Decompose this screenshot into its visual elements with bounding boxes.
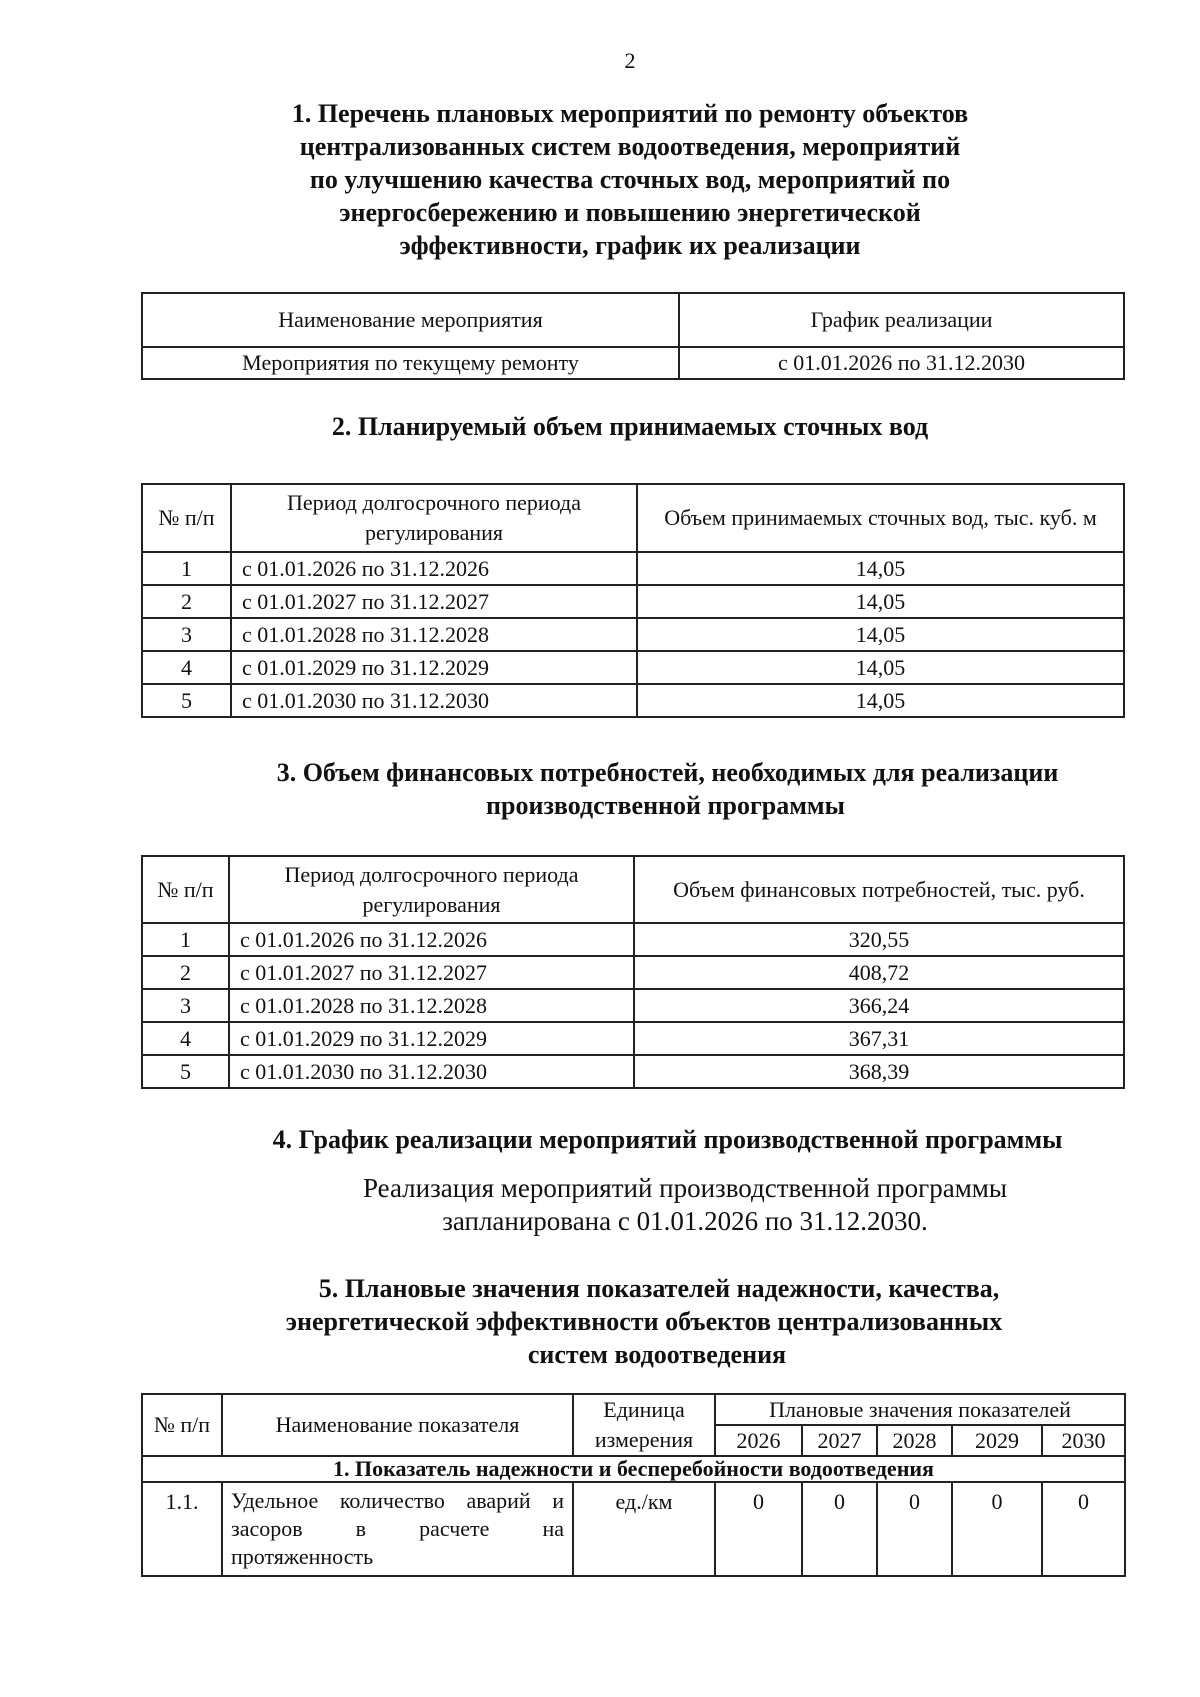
section4-title: 4. График реализации мероприятий производственной программы [272,1125,1063,1154]
year-header: 2026 [715,1425,802,1456]
measures-table [141,292,1125,380]
table-row [142,618,1124,651]
table-cell: Мероприятия по текущему ремонту [142,347,679,379]
table-header: Объем финансовых потребностей, тыс. руб. [634,856,1124,923]
table-cell: 4 [142,1022,229,1055]
title-line: 5. Плановые значения показателей надежности, качества, [318,1274,1000,1303]
table-cell: 368,39 [634,1055,1124,1088]
table-header: Период долгосрочного периода регулирования [229,856,634,923]
group-title: 1. Показатель надежности и бесперебойности водоотведения [142,1456,1125,1482]
table-cell: 408,72 [634,956,1124,989]
year-header: 2029 [952,1425,1042,1456]
table-cell: 2 [142,956,229,989]
title-line: 3. Объем финансовых потребностей, необходимых для реализации [276,758,1059,787]
table-cell: 3 [142,618,231,651]
title-line: энергетической эффективности объектов централизованных [285,1307,1003,1336]
table-cell: с 01.01.2026 по 31.12.2030 [679,347,1124,379]
table-cell: 0 [1042,1482,1125,1576]
title-line: производственной программы [486,791,845,820]
year-header: 2027 [802,1425,877,1456]
table-cell: 14,05 [637,684,1124,717]
table-row [142,956,1124,989]
table-header: Плановые значения показателей [715,1394,1125,1425]
text-line: Реализация мероприятий производственной программы [362,1173,1008,1203]
table-cell: 1 [142,923,229,956]
text-line: запланирована с 01.01.2026 по 31.12.2030. [442,1206,928,1236]
page-number: 2 [624,48,636,73]
indicator-name: Удельное количество аварий и засоров в расчете на протяженность [222,1482,573,1576]
title-line: эффективности, график их реализации [399,231,861,260]
table-cell: с 01.01.2030 по 31.12.2030 [231,684,637,717]
table-cell: 2 [142,585,231,618]
table-cell: 367,31 [634,1022,1124,1055]
table-cell: 14,05 [637,585,1124,618]
title-line: энергосбережению и повышению энергетической [339,198,921,227]
table-cell: с 01.01.2026 по 31.12.2026 [231,552,637,585]
table-header: № п/п [142,1394,222,1456]
table-header: № п/п [142,856,229,923]
indicators-table [141,1393,1126,1577]
table-cell: 14,05 [637,618,1124,651]
table-cell: 0 [715,1482,802,1576]
table-row [142,989,1124,1022]
wastewater-volume-table [141,483,1125,718]
title-line: централизованных систем водоотведения, мероприятий [299,132,961,161]
year-header: 2028 [877,1425,952,1456]
table-header: Объем принимаемых сточных вод, тыс. куб. м [637,484,1124,552]
title-line: систем водоотведения [527,1340,787,1369]
table-cell: 1 [142,552,231,585]
table-header: Наименование мероприятия [142,293,679,347]
table-row [142,1482,1125,1576]
table-cell: с 01.01.2030 по 31.12.2030 [229,1055,634,1088]
financial-needs-table [141,855,1125,1089]
table-row [142,923,1124,956]
table-cell: с 01.01.2026 по 31.12.2026 [229,923,634,956]
table-cell: 0 [802,1482,877,1576]
table-header: Период долгосрочного периода регулирования [231,484,637,552]
table-row [142,1055,1124,1088]
table-header: Единица измерения [573,1394,715,1456]
table-cell: 1.1. [142,1482,222,1576]
table-cell: 4 [142,651,231,684]
table-row [142,347,1124,379]
table-cell: с 01.01.2028 по 31.12.2028 [229,989,634,1022]
table-cell: 320,55 [634,923,1124,956]
table-cell: 14,05 [637,651,1124,684]
group-row [142,1456,1125,1482]
table-cell: 366,24 [634,989,1124,1022]
section2-title: 2. Планируемый объем принимаемых сточных вод [331,412,929,441]
section3-title [0,756,1200,822]
table-cell: 0 [952,1482,1042,1576]
table-row [142,684,1124,717]
table-row [142,552,1124,585]
table-row [142,1022,1124,1055]
title-line: по улучшению качества сточных вод, мероприятий по [309,165,951,194]
table-cell: с 01.01.2029 по 31.12.2029 [231,651,637,684]
table-header: График реализации [679,293,1124,347]
section5-title [0,1272,1200,1371]
table-cell: 5 [142,684,231,717]
table-row [142,651,1124,684]
table-cell: с 01.01.2027 по 31.12.2027 [229,956,634,989]
table-cell: 5 [142,1055,229,1088]
table-cell: 3 [142,989,229,1022]
table-cell: с 01.01.2027 по 31.12.2027 [231,585,637,618]
table-header: № п/п [142,484,231,552]
year-header: 2030 [1042,1425,1125,1456]
section4-text [0,1172,1200,1238]
table-cell: 14,05 [637,552,1124,585]
title-line: 1. Перечень плановых мероприятий по ремонту объектов [291,99,969,128]
table-cell: ед./км [573,1482,715,1576]
table-header: Наименование показателя [222,1394,573,1456]
table-cell: 0 [877,1482,952,1576]
table-cell: с 01.01.2029 по 31.12.2029 [229,1022,634,1055]
table-row [142,585,1124,618]
table-cell: с 01.01.2028 по 31.12.2028 [231,618,637,651]
section1-title [0,97,1200,262]
